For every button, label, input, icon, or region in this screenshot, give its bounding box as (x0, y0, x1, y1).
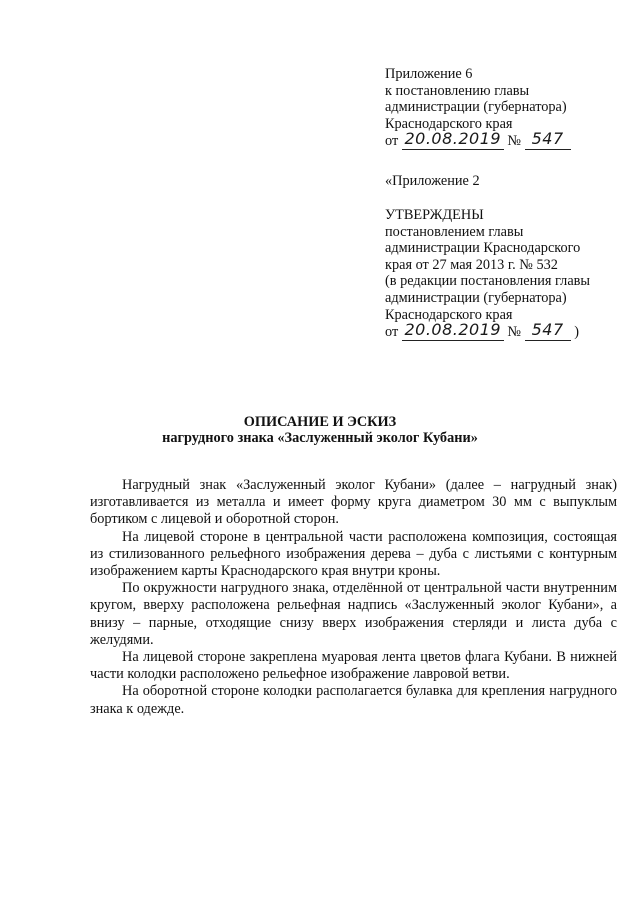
appendix-6-line-4: Краснодарского края (385, 115, 513, 132)
closing-parenthesis: ) (574, 324, 579, 341)
handwritten-number: 547 (531, 320, 564, 340)
approved-line-2: постановлением главы (385, 223, 524, 240)
date-field (402, 320, 504, 341)
handwritten-date: 20.08.2019 (404, 320, 502, 340)
approved-heading: УТВЕРЖДЕНЫ (385, 207, 484, 223)
approved-line-4: края от 27 мая 2013 г. № 532 (385, 256, 558, 273)
paragraph-2: На лицевой стороне в центральной части расположена композиция, состоящая из стилизованного рельефного изображения дерева – дуба с листьями с контурным изображением карты Краснодарского края внутри кроны. (90, 528, 617, 580)
approved-line-6: администрации (губернатора) (385, 289, 567, 306)
handwritten-date: 20.08.2019 (404, 129, 502, 149)
number-label: № (507, 133, 522, 150)
paragraph-4: На лицевой стороне закреплена муаровая лента цветов флага Кубани. В нижней части колодки расположено рельефное изображение лавровой ветви. (90, 649, 617, 683)
appendix-6-line-3: администрации (губернатора) (385, 99, 567, 116)
paragraph-1: Нагрудный знак «Заслуженный эколог Кубани» (далее – нагрудный знак) изготавливается из металла и имеет форму круга диаметром 30 мм с выпуклым бортиком с лицевой и оборотной сторон. (90, 477, 617, 528)
approved-block (385, 207, 630, 341)
paragraph-5: На оборотной стороне колодки располагается булавка для крепления нагрудного знака к одежде. (90, 683, 617, 717)
from-label: от (385, 324, 399, 341)
approved-line-7: Краснодарского края (385, 306, 513, 323)
approved-line-5: (в редакции постановления главы (385, 273, 591, 290)
paragraph-3: По окружности нагрудного знака, отделённой от центральной части внутренним кругом, вверху расположена рельефная надпись «Заслуженный эколог Кубани», а внизу – парные, отходящие снизу вверх изображения стерляди и листа дуба с желудями. (90, 580, 617, 648)
date-field (402, 129, 504, 150)
number-field (525, 320, 571, 341)
handwritten-number: 547 (531, 129, 564, 149)
description-body (90, 477, 617, 718)
document-subtitle: нагрудного знака «Заслуженный эколог Кубани» (162, 430, 478, 446)
appendix-6-header (385, 66, 630, 150)
approved-line-3: администрации Краснодарского (385, 240, 581, 257)
appendix-2-title: «Приложение 2 (385, 173, 480, 189)
appendix-6-title: Приложение 6 (385, 66, 473, 82)
appendix-6-date-line (385, 129, 630, 150)
document-title: ОПИСАНИЕ И ЭСКИЗ (243, 414, 397, 430)
from-label: от (385, 133, 399, 150)
appendix-2-header (385, 173, 630, 190)
number-field (525, 129, 571, 150)
number-label: № (507, 324, 522, 341)
approved-date-line (385, 320, 630, 341)
appendix-6-line-2: к постановлению главы (385, 82, 530, 99)
